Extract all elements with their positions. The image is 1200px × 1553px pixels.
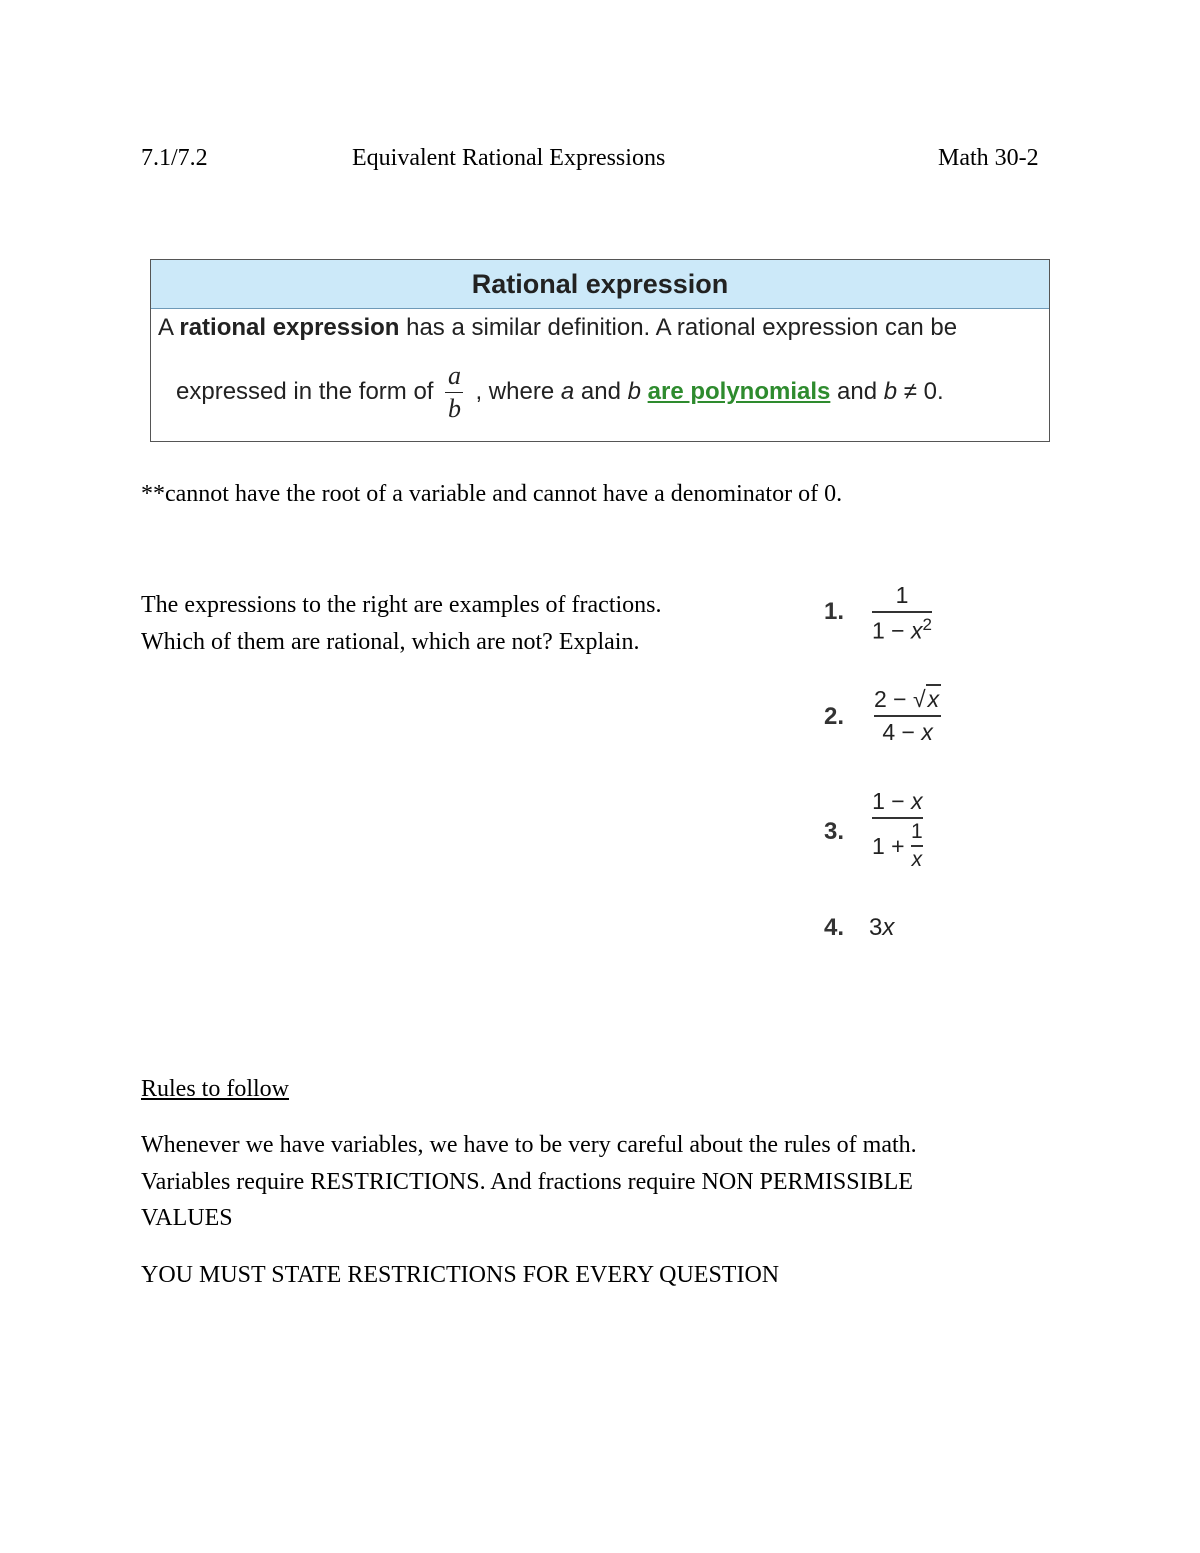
definition-line-2 — [176, 356, 944, 428]
example-2-num-const: 2 − — [874, 686, 914, 712]
definition-box — [150, 259, 1050, 442]
example-3-bar — [872, 817, 923, 819]
definition-line-1 — [158, 314, 957, 342]
example-1-fraction — [872, 582, 932, 645]
example-2-radicand: x — [927, 686, 940, 712]
example-1-number: 1. — [824, 598, 845, 625]
course-name: Math 30-2 — [938, 145, 1039, 171]
fraction-numerator: a — [447, 360, 461, 390]
example-3-den-const: 1 + — [872, 832, 912, 859]
example-3-expression — [872, 788, 923, 871]
var-b-2: b — [883, 378, 898, 405]
example-1-bar — [872, 611, 932, 613]
example-3-number: 3. — [824, 818, 845, 845]
definition-heading: Rational expression — [151, 260, 1049, 309]
example-3-denominator — [872, 821, 923, 871]
example-2-numerator — [874, 684, 941, 713]
example-2-expression — [874, 684, 941, 746]
example-3-inner-num: 1 — [911, 820, 923, 843]
definition-and-2: and — [830, 378, 884, 405]
example-1-expression — [872, 582, 932, 645]
example-3-fraction — [872, 788, 923, 871]
example-3-num-const: 1 − — [872, 788, 912, 814]
example-2-den-var: x — [921, 719, 933, 745]
example-4-number: 4. — [824, 914, 845, 941]
definition-term: rational expression — [179, 314, 400, 341]
definition-line-2-prefix: expressed in the form of — [176, 378, 434, 405]
example-3-inner-den: x — [911, 848, 923, 871]
example-4-coefficient: 3 — [869, 914, 883, 941]
definition-and-1: and — [574, 378, 628, 405]
example-3-num-var: x — [911, 788, 923, 814]
prompt-line-1: The expressions to the right are examples of fractions. — [141, 592, 662, 618]
example-1-den-var: x — [911, 617, 923, 644]
fraction-a-over-b — [445, 361, 463, 424]
section-number: 7.1/7.2 — [141, 145, 208, 171]
rules-line-3: VALUES — [141, 1205, 233, 1231]
var-b: b — [627, 378, 641, 405]
polynomials-link[interactable]: are polynomials — [647, 378, 831, 405]
rules-line-1: Whenever we have variables, we have to be very careful about the rules of math. — [141, 1132, 917, 1158]
example-1-den-const: 1 − — [872, 617, 912, 644]
example-2-fraction — [874, 684, 941, 746]
rules-heading: Rules to follow — [141, 1076, 289, 1102]
example-4-var: x — [882, 914, 895, 941]
example-1-exponent: 2 — [922, 615, 932, 634]
example-2-bar — [874, 715, 941, 717]
example-2-den-const: 4 − — [882, 719, 922, 745]
rules-line-2: Variables require RESTRICTIONS. And fractions require NON PERMISSIBLE — [141, 1169, 913, 1195]
fraction-denominator: b — [447, 393, 461, 423]
definition-line-1-prefix: A — [158, 314, 180, 341]
definition-where: , where — [475, 378, 561, 405]
definition-condition: ≠ 0. — [897, 378, 944, 405]
example-1-denominator — [872, 615, 932, 645]
page-title: Equivalent Rational Expressions — [352, 145, 666, 171]
example-4-expression — [869, 914, 894, 942]
example-2-denominator — [882, 719, 933, 746]
example-3-inner-fraction — [911, 821, 923, 871]
fraction-bar — [445, 392, 463, 393]
rules-emphasis: YOU MUST STATE RESTRICTIONS FOR EVERY QUESTION — [141, 1262, 780, 1288]
example-3-numerator — [872, 788, 923, 815]
var-a: a — [560, 378, 575, 405]
example-1-numerator: 1 — [895, 582, 909, 608]
definition-line-1-suffix: has a similar definition. A rational expression can be — [399, 314, 958, 341]
example-2-number: 2. — [824, 703, 845, 730]
prompt-line-2: Which of them are rational, which are not? Explain. — [141, 629, 640, 655]
note-text: **cannot have the root of a variable and cannot have a denominator of 0. — [141, 481, 843, 507]
example-3-inner-bar — [911, 845, 923, 847]
sqrt-icon: √ x — [913, 686, 940, 712]
